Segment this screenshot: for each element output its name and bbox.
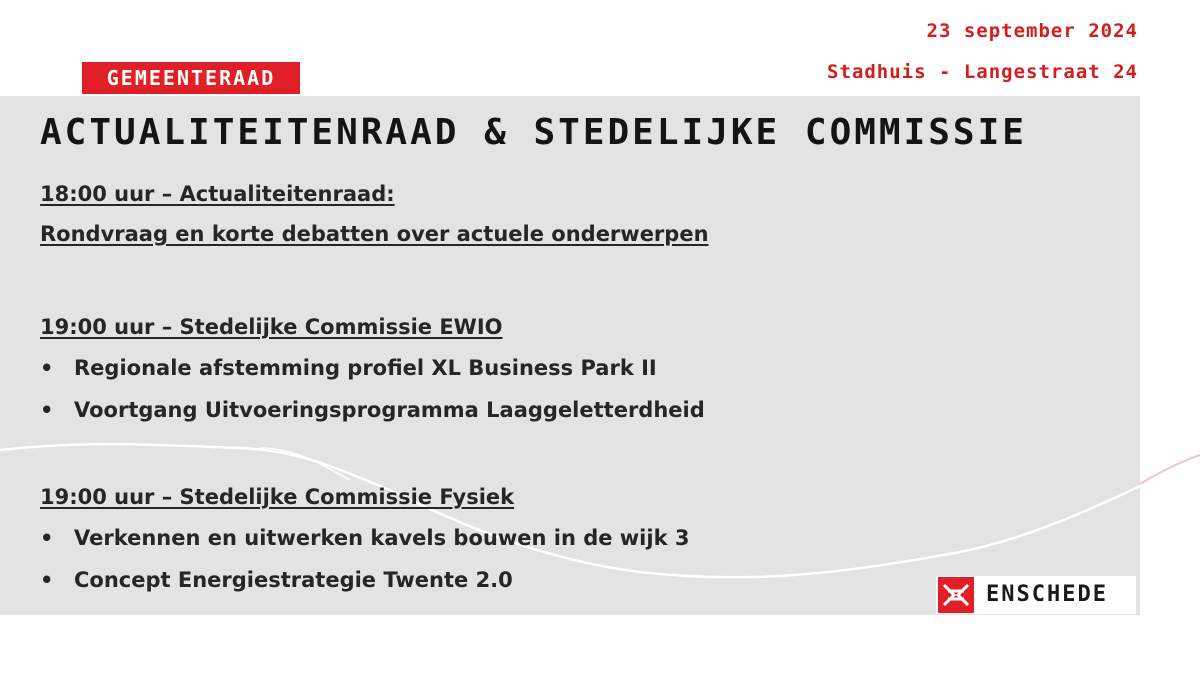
spacer [40,254,1130,307]
enschede-logo-text: ENSCHEDE [986,582,1108,607]
spacer [40,431,1130,477]
actualiteitenraad-heading: 18:00 uur – Actualiteitenraad: [40,182,395,206]
page-title: ACTUALITEITENRAAD & STEDELIJKE COMMISSIE [40,112,1027,153]
ewio-item: • Regionale afstemming profiel XL Business Park II [40,347,1130,389]
agenda [40,174,1130,601]
enschede-logo [936,576,1136,614]
fysiek-heading: 19:00 uur – Stedelijke Commissie Fysiek [40,485,515,509]
ewio-heading: 19:00 uur – Stedelijke Commissie EWIO [40,315,503,339]
gemeenteraad-badge: GEMEENTERAAD [82,62,300,94]
enschede-logo-icon [938,577,974,613]
ewio-item: • Voortgang Uitvoeringsprogramma Laaggeletterdheid [40,389,1130,431]
meeting-venue: Stadhuis - Langestraat 24 [827,61,1138,83]
fysiek-item: • Concept Energiestrategie Twente 2.0 [40,559,1130,601]
fysiek-item: • Verkennen en uitwerken kavels bouwen in de wijk 3 [40,517,1130,559]
actualiteitenraad-subheading: Rondvraag en korte debatten over actuele onderwerpen [40,222,709,246]
meeting-date: 23 september 2024 [926,20,1138,42]
